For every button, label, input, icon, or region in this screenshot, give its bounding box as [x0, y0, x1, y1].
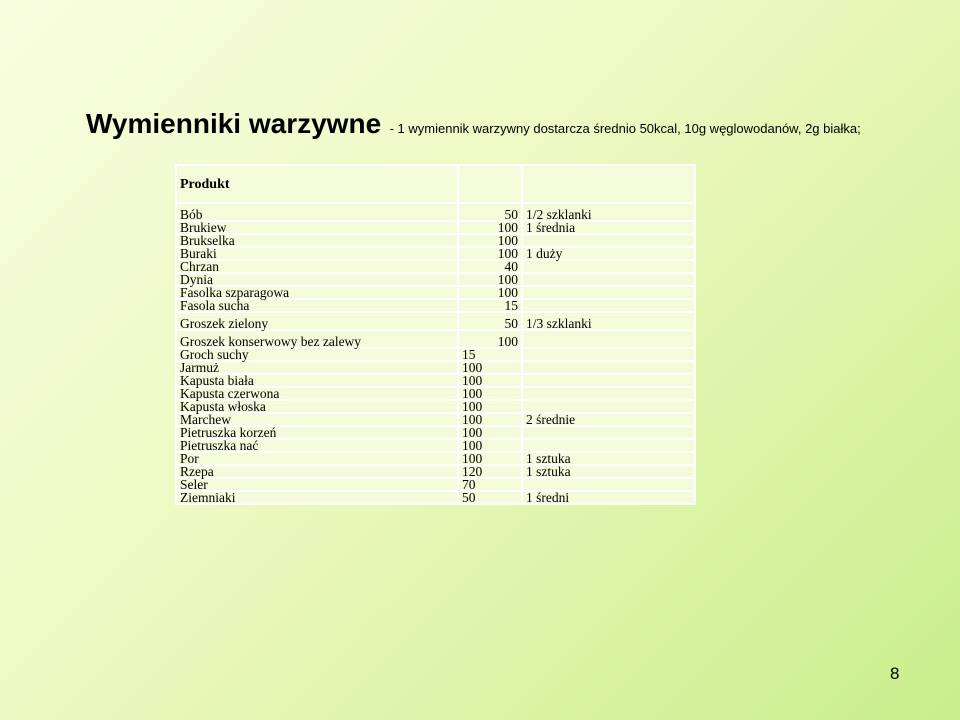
table-row: [176, 400, 695, 413]
slide-title-row: [86, 108, 861, 140]
table-row: [176, 260, 695, 273]
product-unit: [522, 387, 695, 400]
product-qty: 100: [458, 234, 522, 247]
product-name: Pietruszka nać: [176, 439, 458, 452]
product-unit: 1 średnia: [522, 221, 695, 234]
product-name: Bób: [176, 203, 458, 221]
product-unit: [522, 273, 695, 286]
product-name: Fasolka szparagowa: [176, 286, 458, 299]
table-row: [176, 478, 695, 491]
product-unit: 1/2 szklanki: [522, 203, 695, 221]
table-row: [176, 439, 695, 452]
table-row: [176, 452, 695, 465]
product-name: Brukiew: [176, 221, 458, 234]
product-unit: 1/3 szklanki: [522, 312, 695, 330]
product-qty: 100: [458, 247, 522, 260]
product-qty: 120: [458, 465, 522, 478]
product-name: Brukselka: [176, 234, 458, 247]
product-name: Groszek konserwowy bez zalewy: [176, 330, 458, 348]
table-row: [176, 491, 695, 504]
table-row: [176, 286, 695, 299]
product-name: Pietruszka korzeń: [176, 426, 458, 439]
product-qty: 15: [458, 348, 522, 361]
product-unit: [522, 330, 695, 348]
table-header-row: [176, 165, 695, 203]
product-qty: 100: [458, 426, 522, 439]
product-qty: 15: [458, 299, 522, 312]
product-qty: 100: [458, 452, 522, 465]
table-row: [176, 247, 695, 260]
product-unit: 1 sztuka: [522, 452, 695, 465]
product-name: Buraki: [176, 247, 458, 260]
product-qty: 100: [458, 374, 522, 387]
product-unit: 1 sztuka: [522, 465, 695, 478]
product-name: Fasola sucha: [176, 299, 458, 312]
product-qty: 50: [458, 312, 522, 330]
product-qty: 100: [458, 387, 522, 400]
product-unit: [522, 299, 695, 312]
product-qty: 100: [458, 413, 522, 426]
product-qty: 100: [458, 330, 522, 348]
product-unit: [522, 348, 695, 361]
product-table: [175, 164, 696, 505]
table-row: [176, 330, 695, 348]
product-name: Chrzan: [176, 260, 458, 273]
product-name: Kapusta biała: [176, 374, 458, 387]
table-row: [176, 234, 695, 247]
product-name: Seler: [176, 478, 458, 491]
product-unit: 1 średni: [522, 491, 695, 504]
product-name: Dynia: [176, 273, 458, 286]
header-qty: [458, 165, 522, 203]
product-name: Por: [176, 452, 458, 465]
product-name: Rzepa: [176, 465, 458, 478]
header-unit: [522, 165, 695, 203]
product-unit: [522, 374, 695, 387]
product-name: Jarmuż: [176, 361, 458, 374]
table-row: [176, 221, 695, 234]
product-name: Groch suchy: [176, 348, 458, 361]
product-qty: 40: [458, 260, 522, 273]
product-qty: 100: [458, 221, 522, 234]
product-qty: 50: [458, 491, 522, 504]
product-unit: [522, 260, 695, 273]
slide-title: Wymienniki warzywne: [86, 108, 382, 139]
table-row: [176, 299, 695, 312]
header-product: Produkt: [176, 165, 458, 203]
slide-subtitle: - 1 wymiennik warzywny dostarcza średnio 50kcal, 10g węglowodanów, 2g białka;: [389, 121, 861, 136]
table-row: [176, 348, 695, 361]
product-qty: 100: [458, 286, 522, 299]
product-unit: [522, 426, 695, 439]
table-row: [176, 312, 695, 330]
page-number: 8: [890, 664, 900, 683]
product-qty: 100: [458, 273, 522, 286]
product-name: Kapusta czerwona: [176, 387, 458, 400]
product-qty: 100: [458, 361, 522, 374]
product-unit: 1 duży: [522, 247, 695, 260]
product-qty: 100: [458, 439, 522, 452]
product-qty: 70: [458, 478, 522, 491]
table-row: [176, 465, 695, 478]
product-name: Marchew: [176, 413, 458, 426]
product-qty: 100: [458, 400, 522, 413]
product-name: Groszek zielony: [176, 312, 458, 330]
product-unit: 2 średnie: [522, 413, 695, 426]
table-row: [176, 203, 695, 221]
product-qty: 50: [458, 203, 522, 221]
product-unit: [522, 361, 695, 374]
product-unit: [522, 286, 695, 299]
product-name: Ziemniaki: [176, 491, 458, 504]
product-name: Kapusta włoska: [176, 400, 458, 413]
